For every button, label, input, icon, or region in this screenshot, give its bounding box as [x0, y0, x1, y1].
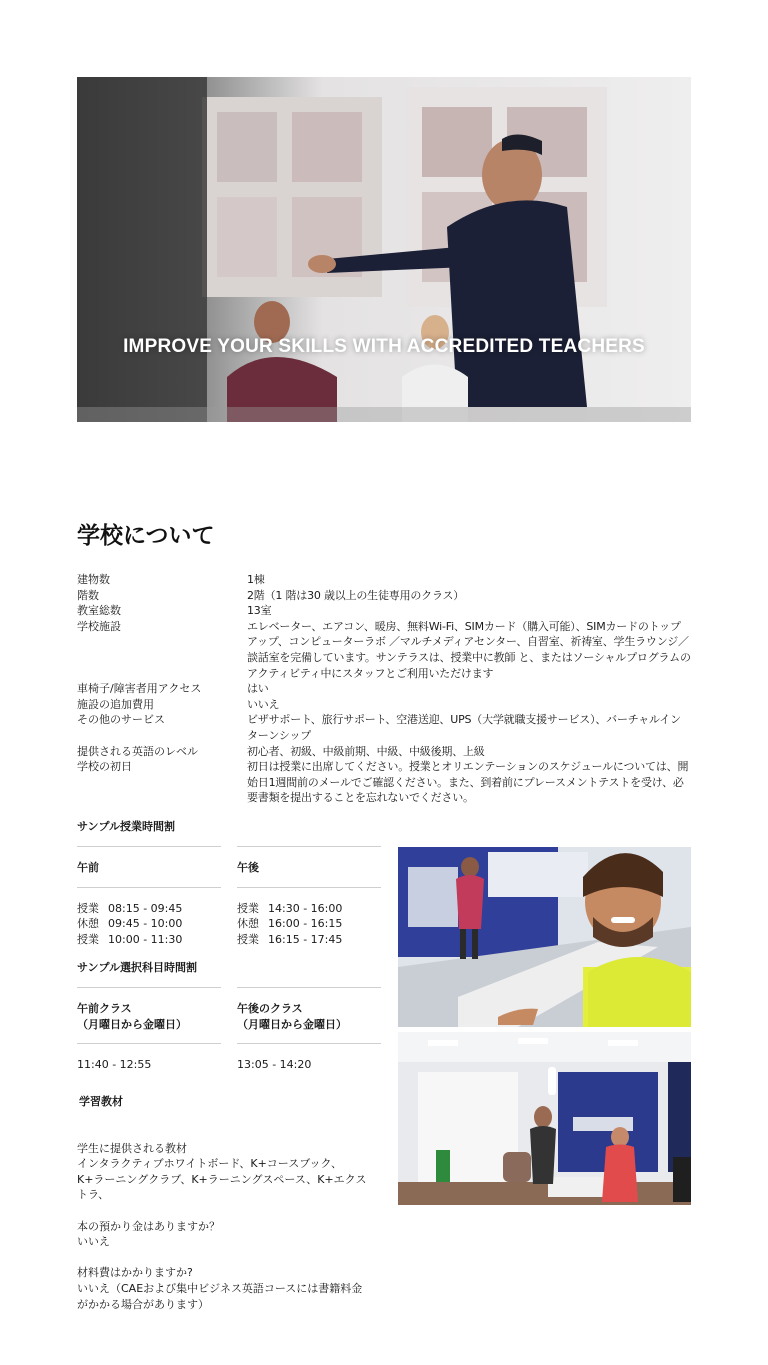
- fact-value: エレベーター、エアコン、暖房、無料Wi-Fi、SIMカード（購入可能）、SIMカードのトップアップ、コンピューターラボ ／マルチメディアセンター、自習室、祈祷室、学生ラウンジ／談話室を完備しています。サンテラスは、授業中に教師 と、またはソーシャルプログラムのアクティビティ中にスタッフとご利用いただけます: [247, 619, 691, 680]
- fact-label: 教室総数: [77, 604, 121, 618]
- fact-label: 提供される英語のレベル: [77, 744, 198, 758]
- fact-label: 建物数: [77, 573, 110, 586]
- slot-type: 授業: [77, 901, 99, 915]
- electives-title: サンプル選択科目時間割: [77, 961, 198, 974]
- fact-value: 2階（1 階は30 歳以上の生徒専用のクラス）: [247, 588, 465, 602]
- schedule-title: サンプル授業時間割: [77, 820, 176, 833]
- fact-row: [77, 744, 691, 760]
- schedule-slot: [77, 932, 221, 948]
- slot-time: 09:45 - 10:00: [108, 917, 183, 931]
- fact-row: [77, 712, 691, 743]
- deposit-question: 本の預かり金はありますか？: [77, 1219, 220, 1233]
- fact-label: 学校施設: [77, 619, 121, 633]
- fact-label: 施設の追加費用: [77, 697, 154, 711]
- fact-value: 初心者、初級、中級前期、中級、中級後期、上級: [247, 744, 485, 758]
- slot-type: 授業: [77, 932, 99, 946]
- fee-question: 材料費はかかりますか?: [77, 1266, 193, 1280]
- fact-value: 13室: [247, 604, 272, 618]
- student-smiling-photo: [398, 847, 691, 1027]
- schedule-morning-head: 午前: [77, 861, 99, 874]
- fact-row: [77, 588, 691, 604]
- fact-value: はい: [247, 682, 269, 696]
- slot-time: 10:00 - 11:30: [108, 932, 183, 946]
- schedule-slot: [237, 932, 381, 948]
- schedule-morning: [77, 846, 221, 947]
- fact-label: 車椅子/障害者用アクセス: [77, 682, 202, 696]
- schedule-slot: [77, 916, 221, 932]
- slot-time: 14:30 - 16:00: [268, 901, 343, 915]
- schedule-slot: [77, 901, 221, 917]
- electives-afternoon-time: 13:05 - 14:20: [237, 1058, 312, 1071]
- electives-morning-time: 11:40 - 12:55: [77, 1058, 152, 1071]
- deposit-answer: いいえ: [77, 1235, 110, 1249]
- classroom-video-thumbnail: [77, 77, 691, 422]
- fact-value: ビザサポート、旅行サポート、空港送迎、UPS（大学就職支援サービス）、バーチャルインターンシップ: [247, 713, 681, 742]
- hero-caption: IMPROVE YOUR SKILLS WITH ACCREDITED TEACHERS: [123, 336, 645, 357]
- facts-table: [77, 572, 691, 806]
- hero-video[interactable]: [77, 77, 691, 422]
- schedule-slot: [237, 916, 381, 932]
- fact-row: [77, 572, 691, 588]
- student-photo: [398, 847, 691, 1027]
- fact-value: いいえ: [247, 697, 280, 711]
- electives-afternoon-head: 午後のクラス: [237, 1002, 303, 1015]
- fact-row: [77, 759, 691, 806]
- slot-type: 休憩: [237, 917, 259, 931]
- materials-provided-label: 学生に提供される教材: [77, 1141, 187, 1155]
- slot-type: 休憩: [77, 917, 99, 931]
- fact-row: [77, 681, 691, 697]
- materials-provided-value: インタラクティブホワイトボード、K+コースブック、K+ラーニングクラブ、K+ラーニングスペース、K+エクストラ、: [77, 1157, 367, 1202]
- reception-photo: [398, 1032, 691, 1205]
- fact-label: その他のサービス: [77, 713, 165, 727]
- fact-value: 1棟: [247, 573, 265, 586]
- about-title: 学校について: [77, 523, 215, 549]
- slot-time: 16:15 - 17:45: [268, 932, 343, 946]
- electives-morning-head: 午前クラス: [77, 1002, 132, 1015]
- schedule-afternoon-head: 午後: [237, 861, 259, 874]
- slot-type: 授業: [237, 901, 259, 915]
- electives-morning-days: （月曜日から金曜日）: [77, 1017, 187, 1031]
- fact-row: [77, 603, 691, 619]
- electives-morning: [77, 987, 221, 1073]
- materials-section: [77, 1094, 367, 1312]
- electives-afternoon: [237, 987, 381, 1073]
- schedule-afternoon: [237, 846, 381, 947]
- fact-value: 初日は授業に出席してください。授業とオリエンテーションのスケジュールについては、開始日1週間前のメールでご確認ください。また、到着前にプレースメントテストを受け、必要書類を提出することを忘れないでください。: [247, 760, 689, 805]
- slot-time: 08:15 - 09:45: [108, 901, 183, 915]
- fact-label: 階数: [77, 588, 99, 602]
- slot-type: 授業: [237, 932, 259, 946]
- schedule-slot: [237, 901, 381, 917]
- fact-row: [77, 697, 691, 713]
- fact-row: [77, 619, 691, 681]
- fee-answer: いいえ（CAEおよび集中ビジネス英語コースには書籍料金がかかる場合があります）: [77, 1281, 363, 1311]
- slot-time: 16:00 - 16:15: [268, 917, 343, 931]
- materials-title: 学習教材: [79, 1095, 123, 1108]
- reception-desk-photo: [398, 1032, 691, 1205]
- fact-label: 学校の初日: [77, 760, 132, 774]
- electives-afternoon-days: （月曜日から金曜日）: [237, 1017, 347, 1031]
